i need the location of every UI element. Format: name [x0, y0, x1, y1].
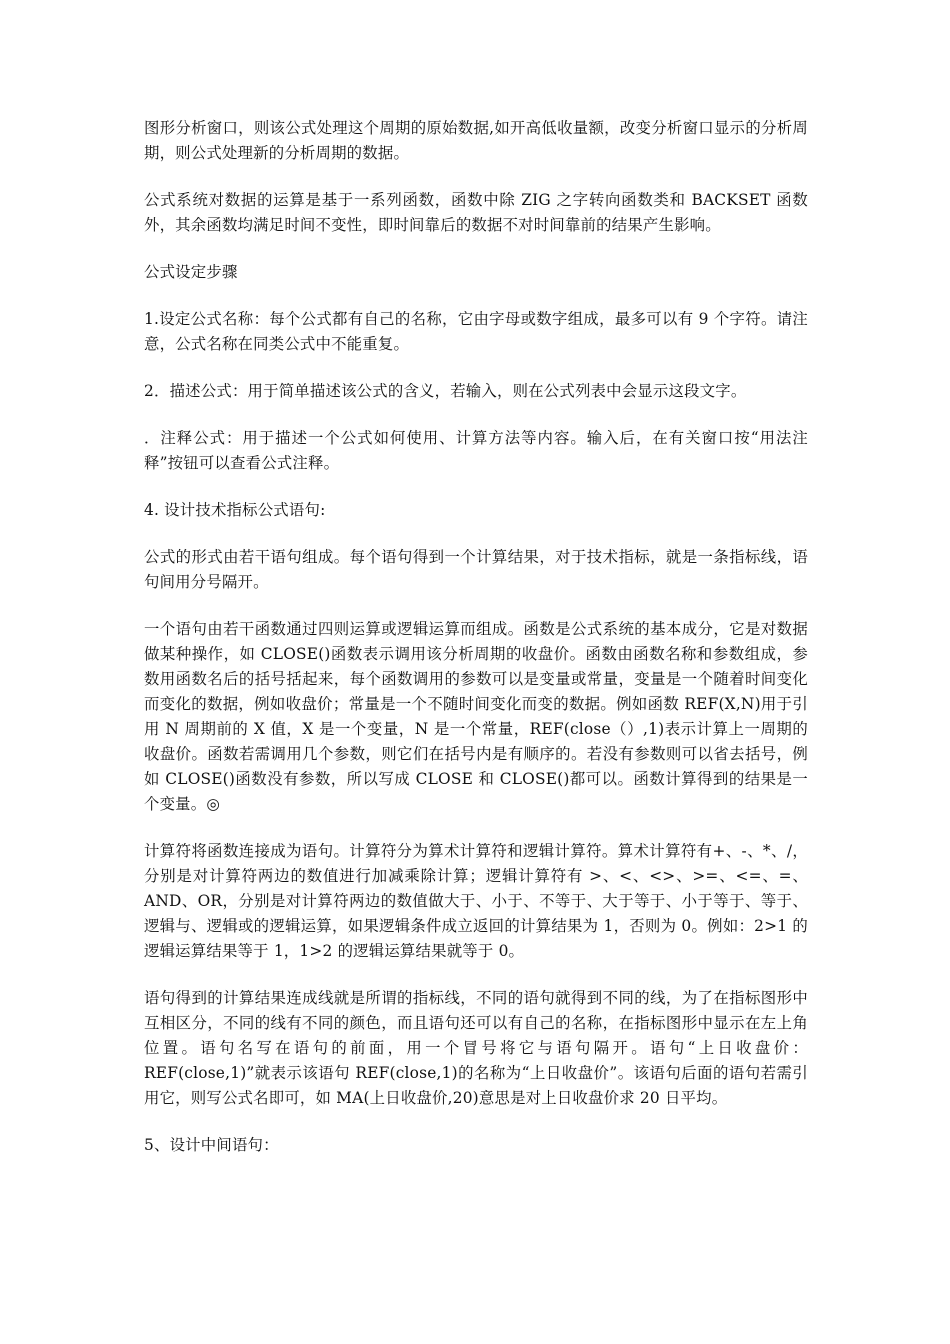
paragraph-indicator-lines: 语句得到的计算结果连成线就是所谓的指标线，不同的语句就得到不同的线，为了在指标图形中互相区分，不同的线有不同的颜色，而且语句还可以有自己的名称，在指标图形中显示在左上角位置。语句名写在语句的前面，用一个冒号将它与语句隔开。语句“上日收盘价：REF(close,1)”就表示该语句 REF(close,1)的名称为“上日收盘价”。该语句后面的语句若需引用它，则写公式名即可，如 MA(上日收盘价,20)意思是对上日收盘价求 20 日平均。 — [144, 989, 808, 1107]
paragraph-functions: 一个语句由若干函数通过四则运算或逻辑运算而组成。函数是公式系统的基本成分，它是对数据做某种操作，如 CLOSE()函数表示调用该分析周期的收盘价。函数由函数名称和参数组成，参数用函数名后的括号括起来，每个函数调用的参数可以是变量或常量，变量是一个随着时间变化而变化的数据，例如收盘价；常量是一个不随时间变化而变的数据。例如函数 REF(X,N)用于引用 N 周期前的 X 值，X 是一个变量，N 是一个常量，REF(close（）,1)表示计算上一周期的收盘价。函数若需调用几个参数，则它们在括号内是有顺序的。若没有参数则可以省去括号，例如 CLOSE()函数没有参数，所以写成 CLOSE 和 CLOSE()都可以。函数计算得到的结果是一个变量。◎ — [144, 620, 808, 813]
paragraph-statement-form: 公式的形式由若干语句组成。每个语句得到一个计算结果，对于技术指标，就是一条指标线，语句间用分号隔开。 — [144, 548, 808, 591]
paragraph-time-invariance: 公式系统对数据的运算是基于一系列函数，函数中除 ZIG 之字转向函数类和 BACKSET 函数外，其余函数均满足时间不变性，即时间靠后的数据不对时间靠前的结果产生影响。 — [144, 191, 808, 234]
step-2-describe-formula: 2．描述公式：用于简单描述该公式的含义，若输入，则在公式列表中会显示这段文字。 — [144, 382, 747, 400]
step-5-intermediate-statements: 5、设计中间语句： — [144, 1136, 279, 1154]
step-4-design-statements: 4. 设计技术指标公式语句: — [144, 501, 326, 519]
paragraph-analysis-window: 图形分析窗口，则该公式处理这个周期的原始数据,如开高低收量额，改变分析窗口显示的分析周期，则公式处理新的分析周期的数据。 — [144, 119, 808, 162]
paragraph-operators: 计算符将函数连接成为语句。计算符分为算术计算符和逻辑计算符。算术计算符有+、-、*、/，分别是对计算符两边的数值进行加减乘除计算；逻辑计算符有 >、<、<>、>=、<=、=、AND、OR，分别是对计算符两边的数值做大于、小于、不等于、大于等于、小于等于、等于、逻辑与、逻辑或的逻辑运算，如果逻辑条件成立返回的计算结果为 1，否则为 0。例如：2>1 的逻辑运算结果等于 1，1>2 的逻辑运算结果就等于 0。 — [144, 842, 808, 960]
document-page — [144, 116, 808, 1180]
section-heading-formula-steps: 公式设定步骤 — [144, 263, 238, 281]
step-3-annotate-formula: ．注释公式：用于描述一个公式如何使用、计算方法等内容。输入后，在有关窗口按“用法注释”按钮可以查看公式注释。 — [144, 429, 808, 472]
step-1-formula-name: 1.设定公式名称：每个公式都有自己的名称，它由字母或数字组成，最多可以有 9 个字符。请注意，公式名称在同类公式中不能重复。 — [144, 310, 808, 353]
